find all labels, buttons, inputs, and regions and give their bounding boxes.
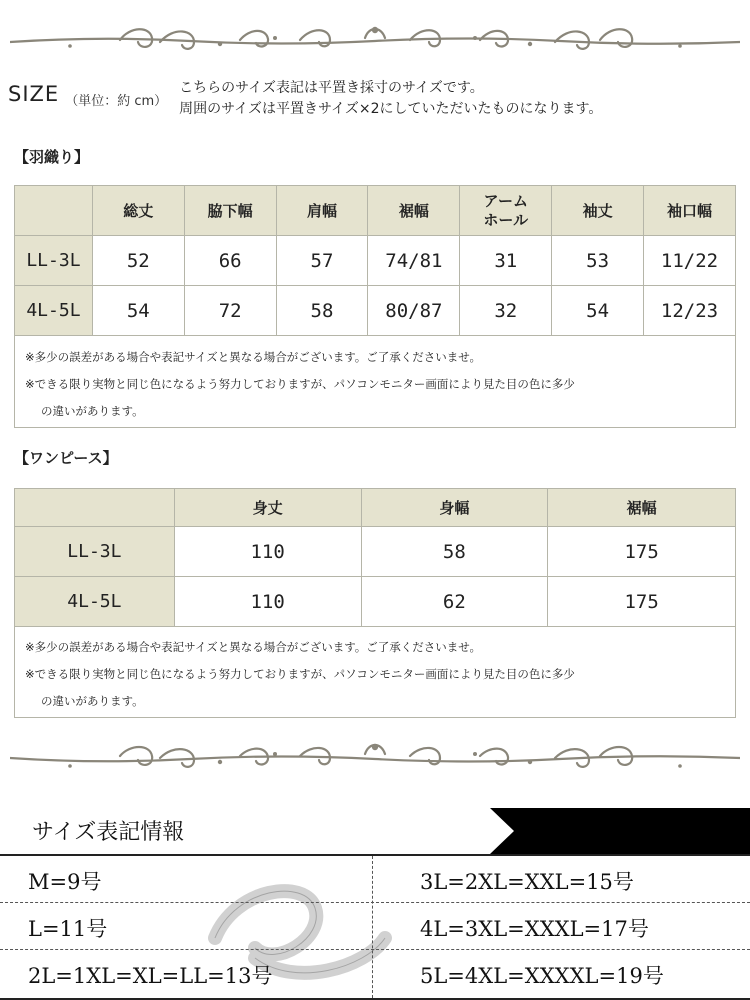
ornament-divider-top	[10, 16, 740, 56]
size-equivalence: 2L=1XL=XL=LL=13号	[28, 964, 273, 988]
table-cell: 31	[460, 236, 552, 286]
ornament-divider-bottom	[10, 736, 740, 776]
size-info-grid	[0, 854, 750, 1000]
column-header: 裾幅	[548, 489, 736, 527]
table-row	[15, 286, 736, 336]
table-cell: 72	[184, 286, 276, 336]
size-equivalence: 3L=2XL=XXL=15号	[420, 870, 634, 894]
table-cell: 175	[548, 527, 736, 577]
table-cell: 32	[460, 286, 552, 336]
table-cell: 74/81	[368, 236, 460, 286]
column-header: アーム ホール	[460, 186, 552, 236]
column-header: 肩幅	[276, 186, 368, 236]
table-cell: 58	[361, 527, 548, 577]
column-header: 裾幅	[368, 186, 460, 236]
size-equivalence: 4L=3XL=XXXL=17号	[420, 917, 649, 941]
onepiece-header-row	[15, 489, 736, 527]
column-header: 袖丈	[552, 186, 644, 236]
grid-line	[0, 902, 750, 903]
table-cell: 11/22	[644, 236, 736, 286]
onepiece-size-table	[14, 488, 736, 627]
size-equivalence: L=11号	[28, 917, 108, 941]
note-line: の違いがあります。	[41, 404, 144, 418]
column-header: 総丈	[92, 186, 184, 236]
grid-line	[0, 949, 750, 950]
haori-section-title: 【羽織り】	[14, 148, 90, 166]
table-cell: 52	[92, 236, 184, 286]
column-header: 脇下幅	[184, 186, 276, 236]
size-header	[8, 78, 602, 120]
table-cell: 54	[92, 286, 184, 336]
note-line: ※できる限り実物と同じ色になるよう努力しておりますが、パソコンモニター画面により見た目の色に多少	[25, 377, 575, 391]
unit-label: （単位：約 cm）	[65, 94, 168, 109]
table-cell: 54	[552, 286, 644, 336]
row-header: LL-3L	[15, 236, 93, 286]
table-cell: 57	[276, 236, 368, 286]
table-corner	[15, 186, 93, 236]
column-header: 身丈	[174, 489, 361, 527]
size-description-line: こちらのサイズ表記は平置き採寸のサイズです。	[179, 80, 484, 96]
banner-arrow	[490, 808, 514, 854]
size-info-banner	[0, 808, 750, 854]
column-header: 袖口幅	[644, 186, 736, 236]
onepiece-notes	[14, 626, 736, 718]
table-row	[15, 527, 736, 577]
table-cell: 175	[548, 577, 736, 627]
size-info-title: サイズ表記情報	[32, 820, 185, 845]
table-cell: 58	[276, 286, 368, 336]
table-cell: 12/23	[644, 286, 736, 336]
size-description-line: 周囲のサイズは平置きサイズ×2にしていただいたものになります。	[179, 101, 603, 117]
size-equivalence: M=9号	[28, 870, 102, 894]
table-corner	[15, 489, 175, 527]
size-equivalence: 5L=4XL=XXXXL=19号	[420, 964, 664, 988]
haori-size-table	[14, 185, 736, 336]
table-row	[15, 577, 736, 627]
note-line: ※多少の誤差がある場合や表記サイズと異なる場合がございます。ご了承くださいませ。	[25, 640, 481, 654]
note-line: ※多少の誤差がある場合や表記サイズと異なる場合がございます。ご了承くださいませ。	[25, 350, 481, 364]
table-cell: 66	[184, 236, 276, 286]
size-info-panel	[0, 808, 750, 1000]
size-label: SIZE	[8, 82, 60, 106]
row-header: 4L-5L	[15, 286, 93, 336]
onepiece-section-title: 【ワンピース】	[14, 449, 118, 467]
table-cell: 53	[552, 236, 644, 286]
table-cell: 110	[174, 577, 361, 627]
row-header: LL-3L	[15, 527, 175, 577]
haori-header-row	[15, 186, 736, 236]
size-description	[179, 78, 602, 120]
grid-line	[372, 856, 373, 998]
note-line: の違いがあります。	[41, 694, 144, 708]
haori-notes	[14, 336, 736, 428]
table-row	[15, 236, 736, 286]
table-cell: 110	[174, 527, 361, 577]
column-header: 身幅	[361, 489, 548, 527]
row-header: 4L-5L	[15, 577, 175, 627]
table-cell: 80/87	[368, 286, 460, 336]
table-cell: 62	[361, 577, 548, 627]
note-line: ※できる限り実物と同じ色になるよう努力しておりますが、パソコンモニター画面により見た目の色に多少	[25, 667, 575, 681]
